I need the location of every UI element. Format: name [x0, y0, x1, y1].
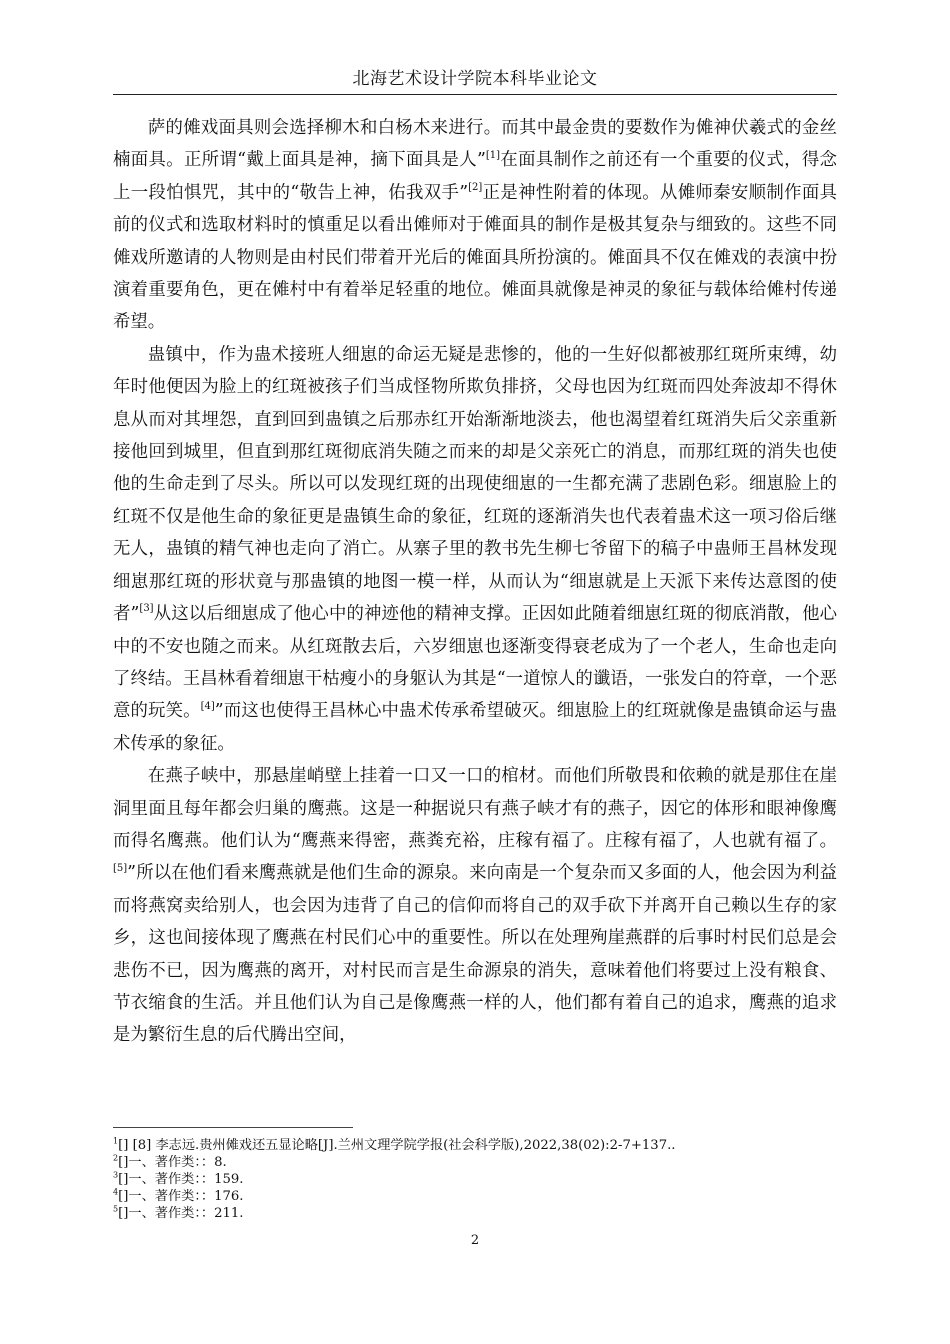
footnote-item — [113, 1154, 837, 1171]
body-text — [113, 112, 837, 1052]
page-number: 2 — [470, 1233, 480, 1248]
paragraph-2-text: 蛊镇中，作为蛊术接班人细崽的命运无疑是悲惨的，他的一生好似都被那红斑所束缚，幼年时他便因为脸上的红斑被孩子们当成怪物所欺负排挤，父母也因为红斑而四处奔波却不得休息从而对其埋怨，直到回到蛊镇之后那赤红开始渐渐地淡去，他也渴望着红斑消失后父亲重新接他回到城里，但直到那红斑彻底消失随之而来的却是父亲死亡的消息，而那红斑的消失也使他的生命走到了尽头。所以可以发现红斑的出现使细崽的一生都充满了悲剧色彩。细崽脸上的红斑不仅是他生命的象征更是蛊镇生命的象征，红斑的逐渐消失也代表着蛊术这一项习俗后继无人，蛊镇的精气神也走向了消亡。从寨子里的教书先生柳七爷留下的稿子中蛊师王昌林发现细崽那红斑的形状竟与那蛊镇的地图一模一样，从而认为“细崽就是上天派下来传达意图的使者” — [113, 344, 837, 625]
page-header — [113, 68, 837, 95]
footnote-divider — [113, 1127, 353, 1128]
citation-ref-1: [1] — [485, 149, 501, 161]
footnote-text: []一、著作类：：159. — [118, 1172, 244, 1187]
paragraph-1 — [113, 112, 837, 339]
paragraph-2-text: 从这以后细崽成了他心中的神迹他的精神支撑。正因如此随着细崽红斑的彻底消散，他心中的不安也随之而来。从红斑散去后，六岁细崽也逐渐变得衰老成为了一个老人，生命也走向了终结。王昌林看着细崽干枯瘦小的身躯认为其是“一道惊人的谶语，一张发白的符章，一个恶意的玩笑。 — [113, 604, 837, 722]
footnote-number: 4 — [113, 1188, 119, 1197]
paragraph-3-text: 在燕子峡中，那悬崖峭壁上挂着一口又一口的棺材。而他们所敬畏和依赖的就是那住在崖洞里面且每年都会归巢的鹰燕。这是一种据说只有燕子峡才有的燕子，因它的体形和眼神像鹰而得名鹰燕。他们认为“鹰燕来得密，燕粪充裕，庄稼有福了。庄稼有福了，人也就有福了。 — [113, 766, 837, 851]
footnote-number: 1 — [113, 1137, 119, 1146]
citation-ref-2: [2] — [468, 182, 483, 194]
footnotes — [113, 1137, 837, 1222]
footnote-text: [] [8] 李志远.贵州傩戏还五显论略[J].兰州文理学院学报(社会科学版),2022,38(02):2-7+137.. — [118, 1138, 676, 1153]
header-title: 北海艺术设计学院本科毕业论文 — [352, 69, 598, 89]
footnote-item — [113, 1137, 837, 1154]
paragraph-3-text: ”所以在他们看来鹰燕就是他们生命的源泉。来向南是一个复杂而又多面的人，他会因为利益而将燕窝卖给别人，也会因为违背了自己的信仰而将自己的双手砍下并离开自己赖以生存的家乡，这也间接体现了鹰燕在村民们心中的重要性。所以在处理殉崖燕群的后事时村民们总是会悲伤不已，因为鹰燕的离开，对村民而言是生命源泉的消失，意味着他们将要过上没有粮食、节衣缩食的生活。并且他们认为自己是像鹰燕一样的人，他们都有着自己的追求，鹰燕的追求是为繁衍生息的后代腾出空间， — [113, 863, 837, 1046]
paragraph-1-text: 在面具制作之前还有一个重要的仪式，得念上一段怕惧咒，其中的“敬告上神，佑我双手” — [113, 150, 837, 203]
footnote-text: []一、著作类：：211. — [118, 1206, 244, 1221]
footnote-number: 5 — [113, 1205, 119, 1214]
footnote-number: 2 — [113, 1154, 119, 1163]
footnote-item — [113, 1188, 837, 1205]
citation-ref-5: [5] — [113, 862, 128, 874]
paragraph-1-text: 萨的傩戏面具则会选择柳木和白杨木来进行。而其中最金贵的要数作为傩神伏羲式的金丝楠面具。正所谓“戴上面具是神，摘下面具是人” — [113, 118, 837, 171]
paragraph-3 — [113, 760, 837, 1052]
paragraph-2 — [113, 339, 837, 760]
paragraph-1-text: 正是神性附着的体现。从傩师秦安顺制作面具前的仪式和选取材料时的慎重足以看出傩师对于傩面具的制作是极其复杂与细致的。这些不同傩戏所邀请的人物则是由村民们带着开光后的傩面具所扮演的。傩面具不仅在傩戏的表演中扮演着重要角色，更在傩村中有着举足轻重的地位。傩面具就像是神灵的象征与载体给傩村传递希望。 — [113, 182, 837, 333]
footnote-text: []一、著作类：：8. — [118, 1155, 227, 1170]
paragraph-2-text: ”而这也使得王昌林心中蛊术传承希望破灭。细崽脸上的红斑就像是蛊镇命运与蛊术传承的象征。 — [113, 701, 837, 754]
footnote-item — [113, 1205, 837, 1222]
citation-ref-4: [4] — [200, 700, 215, 712]
footnote-number: 3 — [113, 1171, 119, 1180]
footnote-text: []一、著作类：：176. — [118, 1189, 244, 1204]
citation-ref-3: [3] — [139, 603, 154, 615]
footnote-item — [113, 1171, 837, 1188]
